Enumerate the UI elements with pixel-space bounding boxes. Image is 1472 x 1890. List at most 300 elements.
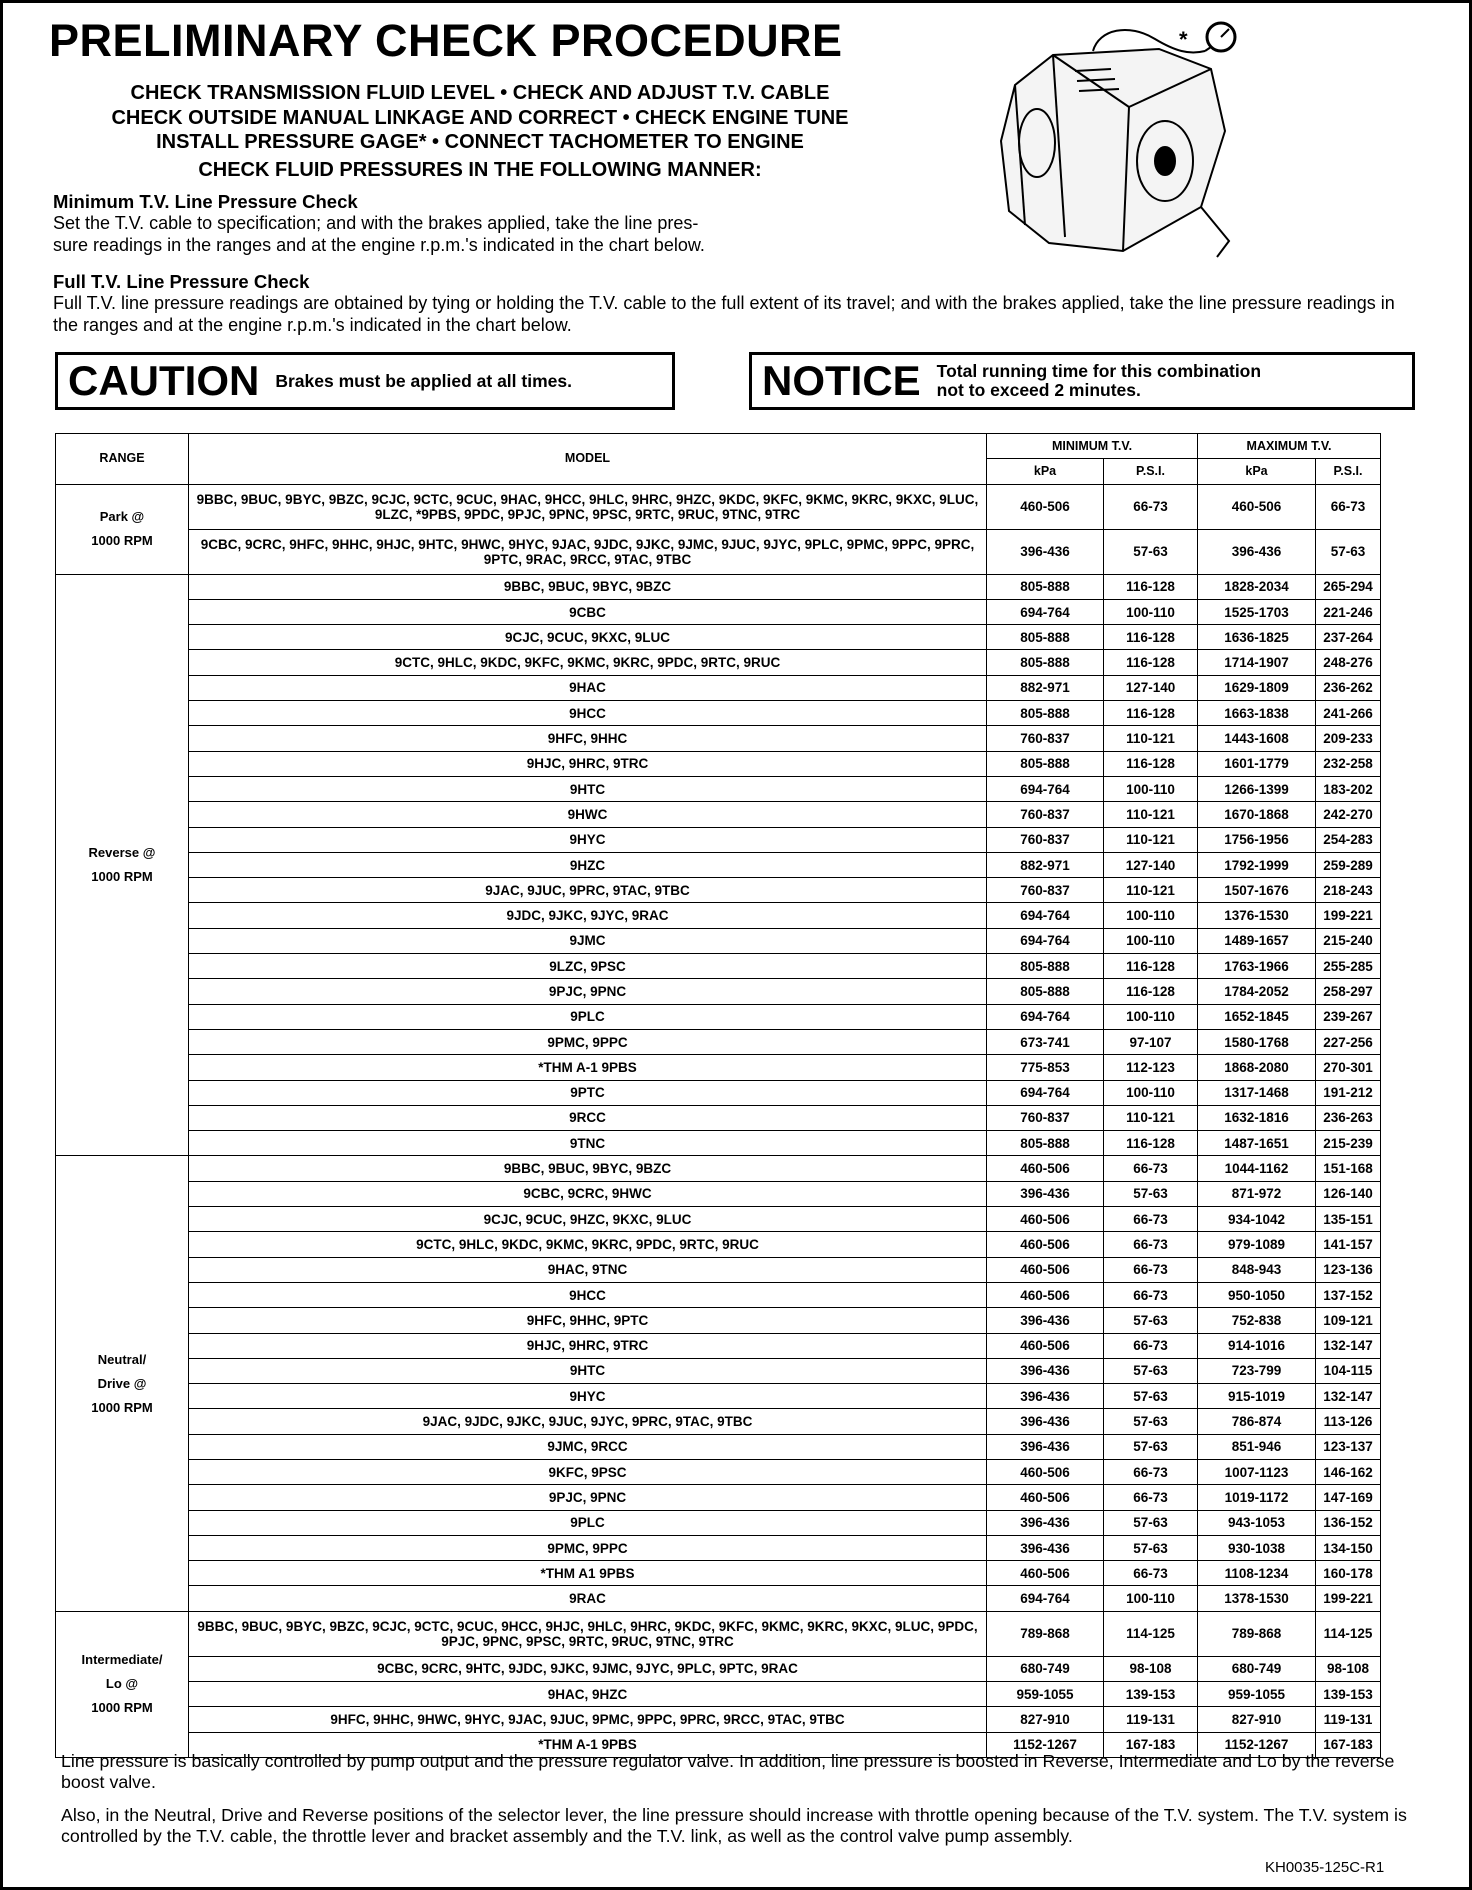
table-row — [56, 1232, 1381, 1257]
max-psi-cell: 123-136 — [1316, 1257, 1381, 1282]
min-psi-cell: 100-110 — [1104, 1586, 1198, 1611]
table-row — [56, 529, 1381, 574]
full-check-text: Full T.V. line pressure readings are obtained by tying or holding the T.V. cable to the full extent of its travel; and with the brakes applied, take the line pressure readings in the ranges and at the engine r.p.m.'s indicated in the chart below. — [53, 293, 1395, 335]
model-cell: 9CJC, 9CUC, 9KXC, 9LUC — [189, 625, 987, 650]
table-row — [56, 1656, 1381, 1681]
max-psi-cell: 183-202 — [1316, 776, 1381, 801]
min-psi-cell: 116-128 — [1104, 650, 1198, 675]
min-psi-cell: 119-131 — [1104, 1707, 1198, 1732]
min-kpa-header: kPa — [987, 459, 1104, 484]
step-line: CHECK OUTSIDE MANUAL LINKAGE AND CORRECT • CHECK ENGINE TUNE — [111, 106, 849, 129]
max-kpa-cell: 848-943 — [1198, 1257, 1316, 1282]
notice-line: Total running time for this combination — [936, 361, 1262, 381]
max-psi-cell: 236-262 — [1316, 675, 1381, 700]
min-kpa-cell: 396-436 — [987, 1535, 1104, 1560]
max-kpa-cell: 1487-1651 — [1198, 1131, 1316, 1156]
full-check-heading: Full T.V. Line Pressure Check — [53, 271, 310, 292]
min-kpa-cell: 680-749 — [987, 1656, 1104, 1681]
min-psi-cell: 66-73 — [1104, 1333, 1198, 1358]
table-row — [56, 1682, 1381, 1707]
table-row — [56, 1282, 1381, 1307]
min-psi-cell: 66-73 — [1104, 1485, 1198, 1510]
max-kpa-cell: 1784-2052 — [1198, 979, 1316, 1004]
max-psi-cell: 215-240 — [1316, 928, 1381, 953]
max-psi-header: P.S.I. — [1316, 459, 1381, 484]
min-kpa-cell: 760-837 — [987, 802, 1104, 827]
table-row — [56, 1586, 1381, 1611]
table-row — [56, 954, 1381, 979]
min-kpa-cell: 760-837 — [987, 1105, 1104, 1130]
max-kpa-cell: 1663-1838 — [1198, 701, 1316, 726]
range-line: Reverse @ — [88, 845, 156, 860]
min-psi-cell: 66-73 — [1104, 1257, 1198, 1282]
table-row — [56, 1080, 1381, 1105]
max-kpa-cell: 1580-1768 — [1198, 1029, 1316, 1054]
min-kpa-cell: 460-506 — [987, 1156, 1104, 1181]
max-kpa-cell: 723-799 — [1198, 1358, 1316, 1383]
range-line: 1000 RPM — [91, 1399, 153, 1415]
model-cell: 9PJC, 9PNC — [189, 1485, 987, 1510]
min-kpa-cell: 959-1055 — [987, 1682, 1104, 1707]
model-cell: 9HTC — [189, 776, 987, 801]
table-row — [56, 979, 1381, 1004]
max-psi-cell: 137-152 — [1316, 1282, 1381, 1307]
min-psi-cell: 57-63 — [1104, 1535, 1198, 1560]
min-kpa-cell: 882-971 — [987, 852, 1104, 877]
model-cell: 9PMC, 9PPC — [189, 1029, 987, 1054]
min-check-line: Set the T.V. cable to specification; and with the brakes applied, take the line pres- — [53, 213, 699, 233]
range-line: Park @ — [99, 509, 145, 525]
table-row — [56, 1535, 1381, 1560]
model-cell: 9HZC — [189, 852, 987, 877]
min-kpa-cell: 694-764 — [987, 903, 1104, 928]
max-psi-cell: 132-147 — [1316, 1384, 1381, 1409]
max-psi-cell: 221-246 — [1316, 599, 1381, 624]
max-kpa-cell: 1629-1809 — [1198, 675, 1316, 700]
min-psi-cell: 116-128 — [1104, 574, 1198, 599]
max-psi-cell: 237-264 — [1316, 625, 1381, 650]
model-cell: 9TNC — [189, 1131, 987, 1156]
min-kpa-cell: 760-837 — [987, 878, 1104, 903]
max-psi-cell: 135-151 — [1316, 1207, 1381, 1232]
min-psi-cell: 167-183 — [1104, 1732, 1198, 1757]
max-kpa-cell: 1044-1162 — [1198, 1156, 1316, 1181]
table-row — [56, 827, 1381, 852]
max-psi-cell: 215-239 — [1316, 1131, 1381, 1156]
table-row — [56, 1004, 1381, 1029]
model-cell: 9PTC — [189, 1080, 987, 1105]
model-cell: 9PLC — [189, 1510, 987, 1535]
transmission-gauge-illustration — [979, 11, 1241, 275]
min-psi-cell: 116-128 — [1104, 625, 1198, 650]
max-kpa-cell: 1714-1907 — [1198, 650, 1316, 675]
model-cell: 9HCC — [189, 1282, 987, 1307]
table-row — [56, 1029, 1381, 1054]
max-kpa-cell: 1636-1825 — [1198, 625, 1316, 650]
min-kpa-cell: 805-888 — [987, 954, 1104, 979]
model-cell: 9HAC, 9HZC — [189, 1682, 987, 1707]
model-cell: 9BBC, 9BUC, 9BYC, 9BZC — [189, 1156, 987, 1181]
min-psi-cell: 57-63 — [1104, 1409, 1198, 1434]
range-line: Drive @ — [97, 1375, 147, 1391]
max-kpa-cell: 1868-2080 — [1198, 1055, 1316, 1080]
max-kpa-cell: 786-874 — [1198, 1409, 1316, 1434]
model-cell: 9HAC — [189, 675, 987, 700]
min-kpa-cell: 396-436 — [987, 529, 1104, 574]
range-line: 1000 RPM — [91, 533, 153, 549]
min-psi-cell: 139-153 — [1104, 1682, 1198, 1707]
min-psi-cell: 100-110 — [1104, 599, 1198, 624]
max-psi-cell: 104-115 — [1316, 1358, 1381, 1383]
max-psi-cell: 139-153 — [1316, 1682, 1381, 1707]
min-kpa-cell: 460-506 — [987, 1333, 1104, 1358]
min-psi-cell: 127-140 — [1104, 852, 1198, 877]
min-psi-cell: 66-73 — [1104, 1156, 1198, 1181]
max-kpa-cell: 1443-1608 — [1198, 726, 1316, 751]
min-psi-cell: 116-128 — [1104, 954, 1198, 979]
model-cell: 9JMC — [189, 928, 987, 953]
min-kpa-cell: 805-888 — [987, 625, 1104, 650]
model-cell: 9CBC, 9CRC, 9HTC, 9JDC, 9JKC, 9JMC, 9JYC, 9PLC, 9PTC, 9RAC — [189, 1656, 987, 1681]
max-kpa-cell: 1507-1676 — [1198, 878, 1316, 903]
max-kpa-cell: 934-1042 — [1198, 1207, 1316, 1232]
max-kpa-cell: 1019-1172 — [1198, 1485, 1316, 1510]
procedure-steps — [51, 81, 909, 182]
range-cell — [56, 1611, 189, 1757]
range-line: 1000 RPM — [91, 869, 153, 884]
min-kpa-cell: 460-506 — [987, 1485, 1104, 1510]
min-kpa-cell: 694-764 — [987, 1004, 1104, 1029]
table-row — [56, 1434, 1381, 1459]
table-row — [56, 1409, 1381, 1434]
max-kpa-cell: 1670-1868 — [1198, 802, 1316, 827]
range-header: RANGE — [56, 434, 189, 485]
min-psi-cell: 110-121 — [1104, 802, 1198, 827]
min-kpa-cell: 805-888 — [987, 574, 1104, 599]
footer-paragraph-2: Also, in the Neutral, Drive and Reverse positions of the selector lever, the line pressure should increase with throttle opening because of the T.V. system. The T.V. system is controlled by the T.V. cable, the throttle lever and bracket assembly and the T.V. link, as well as the control valve pump assembly. — [61, 1805, 1407, 1846]
document-code: KH0035-125C-R1 — [1265, 1859, 1385, 1876]
max-psi-cell: 218-243 — [1316, 878, 1381, 903]
model-cell: 9BBC, 9BUC, 9BYC, 9BZC, 9CJC, 9CTC, 9CUC, 9HAC, 9HCC, 9HLC, 9HRC, 9HZC, 9KDC, 9KFC, 9KMC, 9KRC, 9KXC, 9LUC, 9LZC, *9PBS, 9PDC, 9PJC, 9PNC, 9PSC, 9RTC, 9RUC, 9TNC, 9TRC — [189, 484, 987, 529]
min-kpa-cell: 460-506 — [987, 1459, 1104, 1484]
model-cell: 9BBC, 9BUC, 9BYC, 9BZC, 9CJC, 9CTC, 9CUC, 9HCC, 9HJC, 9HLC, 9HRC, 9KDC, 9KFC, 9KMC, 9KRC, 9KXC, 9LUC, 9PDC, 9PJC, 9PNC, 9PSC, 9RTC, 9RUC, 9TNC, 9TRC — [189, 1611, 987, 1656]
table-row — [56, 1131, 1381, 1156]
max-psi-cell: 98-108 — [1316, 1656, 1381, 1681]
min-psi-cell: 110-121 — [1104, 726, 1198, 751]
max-psi-cell: 141-157 — [1316, 1232, 1381, 1257]
table-row — [56, 928, 1381, 953]
min-psi-cell: 57-63 — [1104, 1510, 1198, 1535]
max-psi-cell: 113-126 — [1316, 1409, 1381, 1434]
model-cell: 9HYC — [189, 1384, 987, 1409]
max-kpa-cell: 1317-1468 — [1198, 1080, 1316, 1105]
model-cell: 9HFC, 9HHC — [189, 726, 987, 751]
max-kpa-cell: 1632-1816 — [1198, 1105, 1316, 1130]
max-kpa-cell: 1763-1966 — [1198, 954, 1316, 979]
max-psi-cell: 66-73 — [1316, 484, 1381, 529]
max-psi-cell: 209-233 — [1316, 726, 1381, 751]
min-psi-cell: 100-110 — [1104, 1004, 1198, 1029]
max-kpa-cell: 1525-1703 — [1198, 599, 1316, 624]
max-kpa-cell: 789-868 — [1198, 1611, 1316, 1656]
min-kpa-cell: 460-506 — [987, 1232, 1104, 1257]
min-kpa-cell: 805-888 — [987, 701, 1104, 726]
max-kpa-cell: 1792-1999 — [1198, 852, 1316, 877]
notice-line: not to exceed 2 minutes. — [936, 380, 1141, 400]
table-row — [56, 726, 1381, 751]
table-row — [56, 1181, 1381, 1206]
model-cell: 9CTC, 9HLC, 9KDC, 9KMC, 9KRC, 9PDC, 9RTC, 9RUC — [189, 1232, 987, 1257]
model-cell: 9HYC — [189, 827, 987, 852]
model-cell: 9JDC, 9JKC, 9JYC, 9RAC — [189, 903, 987, 928]
min-kpa-cell: 460-506 — [987, 1282, 1104, 1307]
max-psi-cell: 254-283 — [1316, 827, 1381, 852]
min-kpa-cell: 805-888 — [987, 650, 1104, 675]
table-row — [56, 574, 1381, 599]
min-kpa-cell: 460-506 — [987, 484, 1104, 529]
max-psi-cell: 123-137 — [1316, 1434, 1381, 1459]
model-cell: 9JMC, 9RCC — [189, 1434, 987, 1459]
model-cell: 9RCC — [189, 1105, 987, 1130]
max-kpa-cell: 959-1055 — [1198, 1682, 1316, 1707]
max-psi-cell: 126-140 — [1316, 1181, 1381, 1206]
min-psi-cell: 110-121 — [1104, 878, 1198, 903]
min-kpa-cell: 396-436 — [987, 1409, 1104, 1434]
model-cell: *THM A1 9PBS — [189, 1561, 987, 1586]
max-psi-cell: 57-63 — [1316, 529, 1381, 574]
notice-text — [937, 362, 1261, 400]
max-kpa-cell: 871-972 — [1198, 1181, 1316, 1206]
max-psi-cell: 270-301 — [1316, 1055, 1381, 1080]
min-psi-header: P.S.I. — [1104, 459, 1198, 484]
table-row — [56, 1105, 1381, 1130]
model-cell: 9PJC, 9PNC — [189, 979, 987, 1004]
table-row — [56, 852, 1381, 877]
max-kpa-cell: 915-1019 — [1198, 1384, 1316, 1409]
table-row — [56, 650, 1381, 675]
range-line: Neutral/ — [97, 1351, 147, 1367]
max-psi-cell: 236-263 — [1316, 1105, 1381, 1130]
max-psi-cell: 199-221 — [1316, 1586, 1381, 1611]
model-cell: 9RAC — [189, 1586, 987, 1611]
range-line: Lo @ — [105, 1676, 139, 1692]
min-kpa-cell: 789-868 — [987, 1611, 1104, 1656]
table-row — [56, 1308, 1381, 1333]
range-cell — [56, 574, 189, 1156]
min-kpa-cell: 460-506 — [987, 1561, 1104, 1586]
max-psi-cell: 132-147 — [1316, 1333, 1381, 1358]
min-kpa-cell: 396-436 — [987, 1434, 1104, 1459]
model-cell: 9PMC, 9PPC — [189, 1535, 987, 1560]
table-row — [56, 1333, 1381, 1358]
model-cell: 9CTC, 9HLC, 9KDC, 9KFC, 9KMC, 9KRC, 9PDC, 9RTC, 9RUC — [189, 650, 987, 675]
model-cell: 9PLC — [189, 1004, 987, 1029]
max-psi-cell: 146-162 — [1316, 1459, 1381, 1484]
max-kpa-cell: 1266-1399 — [1198, 776, 1316, 801]
table-row — [56, 1384, 1381, 1409]
table-row — [56, 1707, 1381, 1732]
max-kpa-cell: 396-436 — [1198, 529, 1316, 574]
model-cell: 9KFC, 9PSC — [189, 1459, 987, 1484]
min-psi-cell: 100-110 — [1104, 1080, 1198, 1105]
min-kpa-cell: 760-837 — [987, 726, 1104, 751]
model-cell: 9HAC, 9TNC — [189, 1257, 987, 1282]
min-tv-header: MINIMUM T.V. — [987, 434, 1198, 459]
range-line: Intermediate/ — [81, 1652, 163, 1668]
table-row — [56, 1611, 1381, 1656]
min-psi-cell: 127-140 — [1104, 675, 1198, 700]
max-kpa-cell: 950-1050 — [1198, 1282, 1316, 1307]
max-kpa-cell: 1828-2034 — [1198, 574, 1316, 599]
max-psi-cell: 167-183 — [1316, 1732, 1381, 1757]
model-cell: 9JAC, 9JUC, 9PRC, 9TAC, 9TBC — [189, 878, 987, 903]
min-kpa-cell: 694-764 — [987, 1586, 1104, 1611]
min-psi-cell: 57-63 — [1104, 1181, 1198, 1206]
min-kpa-cell: 805-888 — [987, 1131, 1104, 1156]
pressure-table-body — [56, 484, 1381, 1757]
max-kpa-cell: 1152-1267 — [1198, 1732, 1316, 1757]
table-row — [56, 1055, 1381, 1080]
model-cell: 9LZC, 9PSC — [189, 954, 987, 979]
caution-label: CAUTION — [68, 357, 260, 404]
min-kpa-cell: 760-837 — [987, 827, 1104, 852]
min-psi-cell: 57-63 — [1104, 1358, 1198, 1383]
min-psi-cell: 114-125 — [1104, 1611, 1198, 1656]
step-line: CHECK TRANSMISSION FLUID LEVEL • CHECK AND ADJUST T.V. CABLE — [130, 82, 830, 104]
range-cell — [56, 1156, 189, 1611]
table-row — [56, 751, 1381, 776]
min-kpa-cell: 882-971 — [987, 675, 1104, 700]
max-kpa-cell: 943-1053 — [1198, 1510, 1316, 1535]
model-cell: 9HFC, 9HHC, 9HWC, 9HYC, 9JAC, 9JUC, 9PMC, 9PPC, 9PRC, 9RCC, 9TAC, 9TBC — [189, 1707, 987, 1732]
min-psi-cell: 97-107 — [1104, 1029, 1198, 1054]
range-line: 1000 RPM — [91, 1700, 153, 1716]
range-cell — [56, 484, 189, 574]
min-psi-cell: 57-63 — [1104, 1434, 1198, 1459]
gauge-marker: * — [1179, 27, 1188, 52]
min-psi-cell: 116-128 — [1104, 1131, 1198, 1156]
model-cell: 9BBC, 9BUC, 9BYC, 9BZC — [189, 574, 987, 599]
max-kpa-cell: 827-910 — [1198, 1707, 1316, 1732]
min-psi-cell: 116-128 — [1104, 701, 1198, 726]
notice-label: NOTICE — [762, 357, 921, 404]
max-psi-cell: 258-297 — [1316, 979, 1381, 1004]
max-psi-cell: 232-258 — [1316, 751, 1381, 776]
table-row — [56, 776, 1381, 801]
max-psi-cell: 199-221 — [1316, 903, 1381, 928]
min-kpa-cell: 396-436 — [987, 1308, 1104, 1333]
table-row — [56, 1459, 1381, 1484]
min-psi-cell: 57-63 — [1104, 1384, 1198, 1409]
max-kpa-cell: 1489-1657 — [1198, 928, 1316, 953]
min-psi-cell: 66-73 — [1104, 484, 1198, 529]
min-psi-cell: 66-73 — [1104, 1232, 1198, 1257]
max-kpa-cell: 1378-1530 — [1198, 1586, 1316, 1611]
min-kpa-cell: 673-741 — [987, 1029, 1104, 1054]
model-cell: *THM A-1 9PBS — [189, 1732, 987, 1757]
max-tv-header: MAXIMUM T.V. — [1198, 434, 1381, 459]
max-kpa-cell: 1108-1234 — [1198, 1561, 1316, 1586]
table-row — [56, 903, 1381, 928]
page-title: PRELIMINARY CHECK PROCEDURE — [49, 15, 843, 66]
model-cell: 9JAC, 9JDC, 9JKC, 9JUC, 9JYC, 9PRC, 9TAC, 9TBC — [189, 1409, 987, 1434]
table-row — [56, 675, 1381, 700]
min-psi-cell: 66-73 — [1104, 1459, 1198, 1484]
max-psi-cell: 241-266 — [1316, 701, 1381, 726]
table-row — [56, 1485, 1381, 1510]
min-psi-cell: 100-110 — [1104, 928, 1198, 953]
max-kpa-cell: 979-1089 — [1198, 1232, 1316, 1257]
table-row — [56, 1156, 1381, 1181]
model-cell: 9CBC, 9CRC, 9HFC, 9HHC, 9HJC, 9HTC, 9HWC, 9HYC, 9JAC, 9JDC, 9JKC, 9JMC, 9JUC, 9JYC, 9PLC, 9PMC, 9PPC, 9PRC, 9PTC, 9RAC, 9RCC, 9TAC, 9TBC — [189, 529, 987, 574]
max-kpa-cell: 851-946 — [1198, 1434, 1316, 1459]
table-row — [56, 802, 1381, 827]
max-kpa-header: kPa — [1198, 459, 1316, 484]
table-row — [56, 1257, 1381, 1282]
min-psi-cell: 66-73 — [1104, 1207, 1198, 1232]
min-kpa-cell: 396-436 — [987, 1384, 1104, 1409]
min-psi-cell: 98-108 — [1104, 1656, 1198, 1681]
min-kpa-cell: 694-764 — [987, 1080, 1104, 1105]
min-kpa-cell: 460-506 — [987, 1257, 1104, 1282]
max-kpa-cell: 752-838 — [1198, 1308, 1316, 1333]
min-kpa-cell: 694-764 — [987, 928, 1104, 953]
max-psi-cell: 255-285 — [1316, 954, 1381, 979]
min-kpa-cell: 396-436 — [987, 1181, 1104, 1206]
table-row — [56, 701, 1381, 726]
min-kpa-cell: 460-506 — [987, 1207, 1104, 1232]
min-kpa-cell: 827-910 — [987, 1707, 1104, 1732]
table-row — [56, 484, 1381, 529]
max-kpa-cell: 1376-1530 — [1198, 903, 1316, 928]
table-row — [56, 1207, 1381, 1232]
min-kpa-cell: 1152-1267 — [987, 1732, 1104, 1757]
max-psi-cell: 136-152 — [1316, 1510, 1381, 1535]
min-psi-cell: 100-110 — [1104, 776, 1198, 801]
min-psi-cell: 66-73 — [1104, 1561, 1198, 1586]
model-cell: 9CBC, 9CRC, 9HWC — [189, 1181, 987, 1206]
min-kpa-cell: 775-853 — [987, 1055, 1104, 1080]
table-row — [56, 1510, 1381, 1535]
max-kpa-cell: 1756-1956 — [1198, 827, 1316, 852]
caution-box — [55, 352, 675, 410]
model-cell: 9HFC, 9HHC, 9PTC — [189, 1308, 987, 1333]
pressure-table — [55, 433, 1381, 1758]
min-psi-cell: 66-73 — [1104, 1282, 1198, 1307]
step-line: INSTALL PRESSURE GAGE* • CONNECT TACHOMETER TO ENGINE — [156, 131, 804, 153]
max-psi-cell: 114-125 — [1316, 1611, 1381, 1656]
notice-box — [749, 352, 1415, 410]
max-psi-cell: 191-212 — [1316, 1080, 1381, 1105]
max-kpa-cell: 680-749 — [1198, 1656, 1316, 1681]
max-psi-cell: 134-150 — [1316, 1535, 1381, 1560]
model-cell: 9CJC, 9CUC, 9HZC, 9KXC, 9LUC — [189, 1207, 987, 1232]
min-kpa-cell: 694-764 — [987, 599, 1104, 624]
model-cell: *THM A-1 9PBS — [189, 1055, 987, 1080]
max-psi-cell: 147-169 — [1316, 1485, 1381, 1510]
min-kpa-cell: 396-436 — [987, 1358, 1104, 1383]
min-psi-cell: 116-128 — [1104, 979, 1198, 1004]
table-row — [56, 1561, 1381, 1586]
max-psi-cell: 259-289 — [1316, 852, 1381, 877]
min-psi-cell: 110-121 — [1104, 1105, 1198, 1130]
min-kpa-cell: 694-764 — [987, 776, 1104, 801]
table-row — [56, 1358, 1381, 1383]
max-kpa-cell: 1007-1123 — [1198, 1459, 1316, 1484]
min-kpa-cell: 805-888 — [987, 979, 1104, 1004]
caution-text: Brakes must be applied at all times. — [275, 370, 572, 391]
min-psi-cell: 57-63 — [1104, 529, 1198, 574]
